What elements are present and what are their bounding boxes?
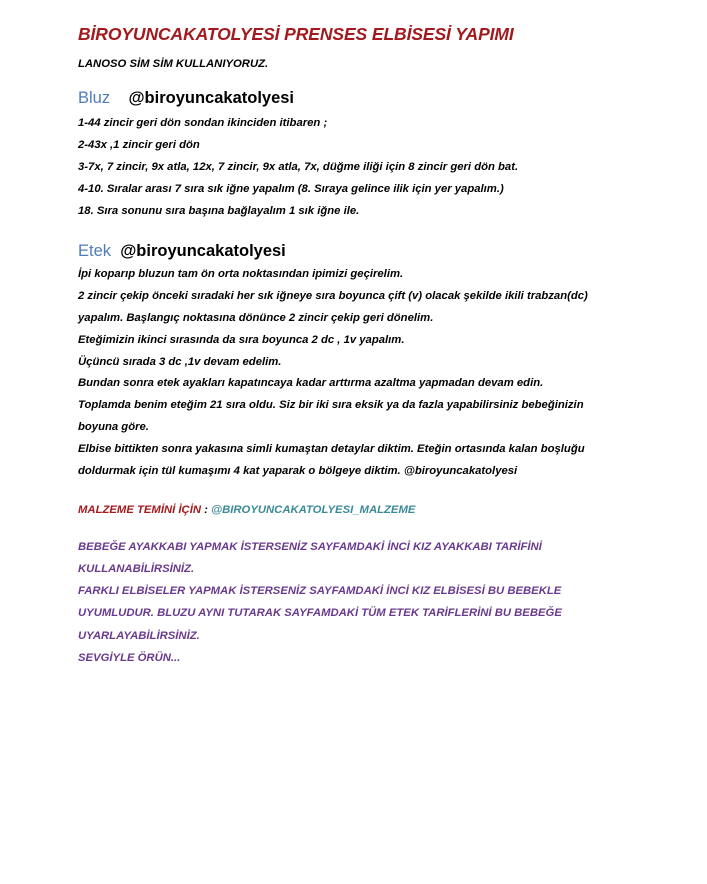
note-line: BEBEĞE AYAKKABI YAPMAK İSTERSENİZ SAYFAMDAKİ İNCİ KIZ AYAKKABI TARİFİNİ [78, 540, 542, 553]
note-line: UYARLAYABİLİRSİNİZ. [78, 629, 200, 642]
etek-line: İpi koparıp bluzun tam ön orta noktasından ipimizi geçirelim. [78, 268, 404, 280]
etek-instructions [78, 264, 688, 483]
bluz-line: 4-10. Sıralar arası 7 sıra sık iğne yapalım (8. Sıraya gelince ilik için yer yapalım.) [78, 183, 504, 195]
bluz-line: 3-7x, 7 zincir, 9x atla, 12x, 7 zincir, 9x atla, 7x, düğme iliği için 8 zincir geri dön bat. [78, 161, 519, 173]
bluz-line: 1-44 zincir geri dön sondan ikinciden itibaren ; [78, 117, 328, 129]
bluz-section-heading [78, 89, 688, 108]
note-line: KULLANABİLİRSİNİZ. [78, 563, 195, 576]
etek-section-heading [78, 242, 688, 261]
note-line: SEVGİYLE ÖRÜN... [78, 651, 181, 664]
etek-line: boyuna göre. [78, 421, 149, 434]
malzeme-handle: @BIROYUNCAKATOLYESI_MALZEME [211, 503, 416, 516]
bluz-handle: @biroyuncakatolyesi [128, 89, 295, 107]
document-page [78, 24, 688, 669]
note-line: FARKLI ELBİSELER YAPMAK İSTERSENİZ SAYFAMDAKİ İNCİ KIZ ELBİSESİ BU BEBEKLE [78, 585, 562, 598]
etek-label: Etek [78, 242, 112, 260]
malzeme-separator: : [201, 503, 212, 516]
closing-notes [78, 536, 688, 669]
document-subtitle: LANOSO SİM SİM KULLANIYORUZ. [78, 58, 269, 70]
bluz-line: 2-43x ,1 zincir geri dön [78, 139, 200, 151]
malzeme-label: MALZEME TEMİNİ İÇİN [78, 503, 202, 516]
malzeme-line [78, 504, 688, 516]
bluz-line: 18. Sıra sonunu sıra başına bağlayalım 1 sık iğne ile. [78, 205, 360, 217]
etek-line: Üçüncü sırada 3 dc ,1v devam edelim. [78, 355, 282, 368]
etek-line: yapalım. Başlangıç noktasına dönünce 2 zincir çekip geri dönelim. [78, 311, 434, 324]
note-line: UYUMLUDUR. BLUZU AYNI TUTARAK SAYFAMDAKİ TÜM ETEK TARİFLERİNİ BU BEBEĞE [78, 607, 562, 620]
bluz-instructions [78, 112, 688, 222]
etek-line: 2 zincir çekip önceki sıradaki her sık iğneye sıra boyunca çift (v) olacak şekilde ikili trabzan(dc) [78, 289, 588, 302]
etek-line: Eteğimizin ikinci sırasında da sıra boyunca 2 dc , 1v yapalım. [78, 333, 405, 346]
document-title: BİROYUNCAKATOLYESİ PRENSES ELBİSESİ YAPIMI [78, 24, 514, 44]
etek-line: Bundan sonra etek ayakları kapatıncaya kadar arttırma azaltma yapmadan devam edin. [78, 377, 544, 390]
etek-handle: @biroyuncakatolyesi [120, 242, 286, 260]
etek-line: Elbise bittikten sonra yakasına simli kumaştan detaylar diktim. Eteğin ortasında kalan boşluğu [78, 443, 585, 456]
etek-line: Toplamda benim eteğim 21 sıra oldu. Siz bir iki sıra eksik ya da fazla yapabilirsiniz bebeğinizin [78, 399, 584, 412]
bluz-label: Bluz [78, 89, 111, 107]
etek-line: doldurmak için tül kumaşımı 4 kat yaparak o bölgeye diktim. @biroyuncakatolyesi [78, 465, 518, 478]
